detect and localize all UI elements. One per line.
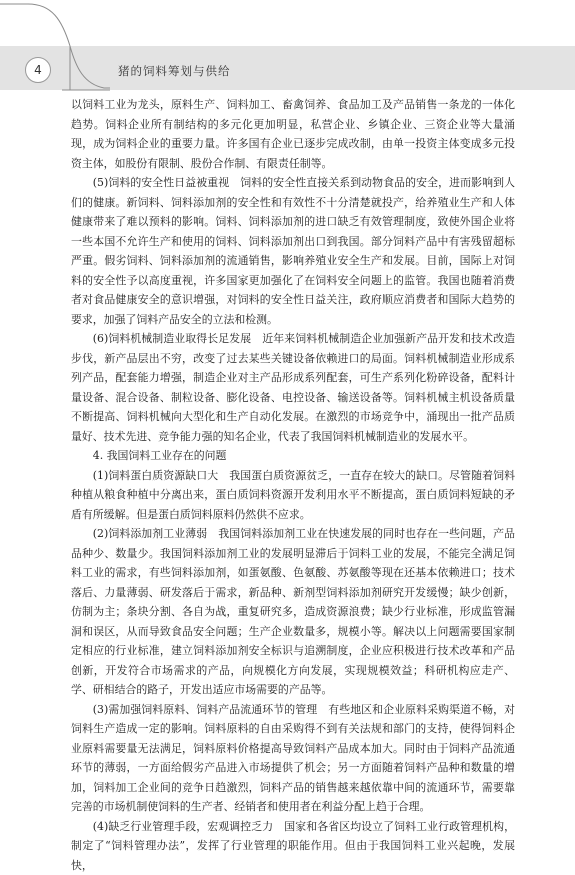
paragraph: (4)缺乏行业管理手段，宏观调控乏力 国家和各省区均设立了饲料工业行政管理机构，制定了“饲料管理办法”，发挥了行业管理的职能作用。但由于我国饲料工业兴起晚，发展快，: [71, 817, 515, 875]
paragraph: (6)饲料机械制造业取得长足发展 近年来饲料机械制造企业加强新产品开发和技术改造步伐，新产品层出不穷，改变了过去某些关键设备依赖进口的局面。饲料机械制造业形成系列产品，配套能力增强，制造企业对主产品形成系列配套，可生产系列化粉碎设备，配料计量设备、混合设备、制粒设备、膨化设备、电控设备、输送设备等。饲料机械主机设备质量不断提高、饲料机械向大型化和生产自动化发展。在激烈的市场竞争中，涌现出一批产品质量好、技术先进、竞争能力强的知名企业，代表了我国饲料机械制造业的发展水平。: [71, 329, 515, 446]
page-number: 4: [25, 57, 51, 83]
section-heading: 4. 我国饲料工业存在的问题: [71, 446, 515, 466]
page-header: [0, 0, 575, 96]
paragraph: (3)需加强饲料原料、饲料产品流通环节的管理 有些地区和企业原料采购渠道不畅，对饲料生产造成一定的影响。饲料原料的自由采购得不到有关法规和部门的支持，使得饲料企业原料需要量无法满足，饲料原料价格提高导致饲料产品成本加大。同时由于饲料产品流通环节的薄弱，一方面给假劣产品进入市场提供了机会；另一方面随着饲料产品种和数量的增加，饲料加工企业间的竞争日趋激烈，饲料产品的销售越来越依靠中间的流通环节，需要靠完善的市场机制使饲料的生产者、经销者和使用者在利益分配上趋于合理。: [71, 700, 515, 817]
running-title: 猪的饲料筹划与供给: [118, 63, 231, 79]
page-body: [71, 95, 515, 875]
paragraph: (1)饲料蛋白质资源缺口大 我国蛋白质资源贫乏，一直存在较大的缺口。尽管随着饲料种植从粮食种植中分离出来，蛋白质饲料资源开发利用水平不断提高，蛋白质饲料短缺的矛盾有所缓解。但是蛋白质饲料原料仍然供不应求。: [71, 466, 515, 525]
paragraph: (2)饲料添加剂工业薄弱 我国饲料添加剂工业在快速发展的同时也存在一些问题，产品品种少、数量少。我国饲料添加剂工业的发展明显滞后于饲料工业的发展，不能完全满足饲料工业的需求，有些饲料添加剂，如蛋氨酸、色氨酸、苏氨酸等现在还基本依赖进口；技术落后、力量薄弱、研发落后于需求，新品种、新剂型饲料添加剂研究开发缓慢；缺少创新，仿制为主；条块分割、各自为战，重复研究多，造成资源浪费；缺少行业标准，形成监管漏洞和误区，从而导致食品安全问题；生产企业数量多，规模小等。解决以上问题需要国家制定相应的行业标准，建立饲料添加剂安全标识与追溯制度，企业应积极进行技术改革和产品创新，开发符合市场需求的产品，向规模化方向发展，实现规模效益；科研机构应走产、学、研相结合的路子，开发出适应市场需要的产品等。: [71, 524, 515, 700]
paragraph: (5)饲料的安全性日益被重视 饲料的安全性直接关系到动物食品的安全，进而影响到人们的健康。新饲料、饲料添加剂的安全性和有效性不十分清楚就投产，给养殖业生产和人体健康带来了难以预料的影响。饲料、饲料添加剂的进口缺乏有效管理制度，致使外国企业将一些本国不允许生产和使用的饲料、饲料添加剂出口到我国。部分饲料产品中有害残留超标严重。假劣饲料、饲料添加剂的流通销售，影响养殖业安全生产和发展。目前，国际上对饲料的安全性予以高度重视，许多国家更加强化了在饲料安全问题上的监管。我国也随着消费者对食品健康安全的意识增强，对饲料的安全性日益关注，政府顺应消费者和国际大趋势的要求，加强了饲料产品安全的立法和检测。: [71, 173, 515, 329]
corner-curve-decoration: [0, 0, 110, 96]
paragraph: 以饲料工业为龙头，原料生产、饲料加工、畜禽饲养、食品加工及产品销售一条龙的一体化趋势。饲料企业所有制结构的多元化更加明显，私营企业、乡镇企业、三资企业等大量涌现，成为饲料企业的重要力量。许多国有企业已逐步完成改制，由单一投资主体变成多元投资主体，如股份有限制、股份合作制、有限责任制等。: [71, 95, 515, 173]
